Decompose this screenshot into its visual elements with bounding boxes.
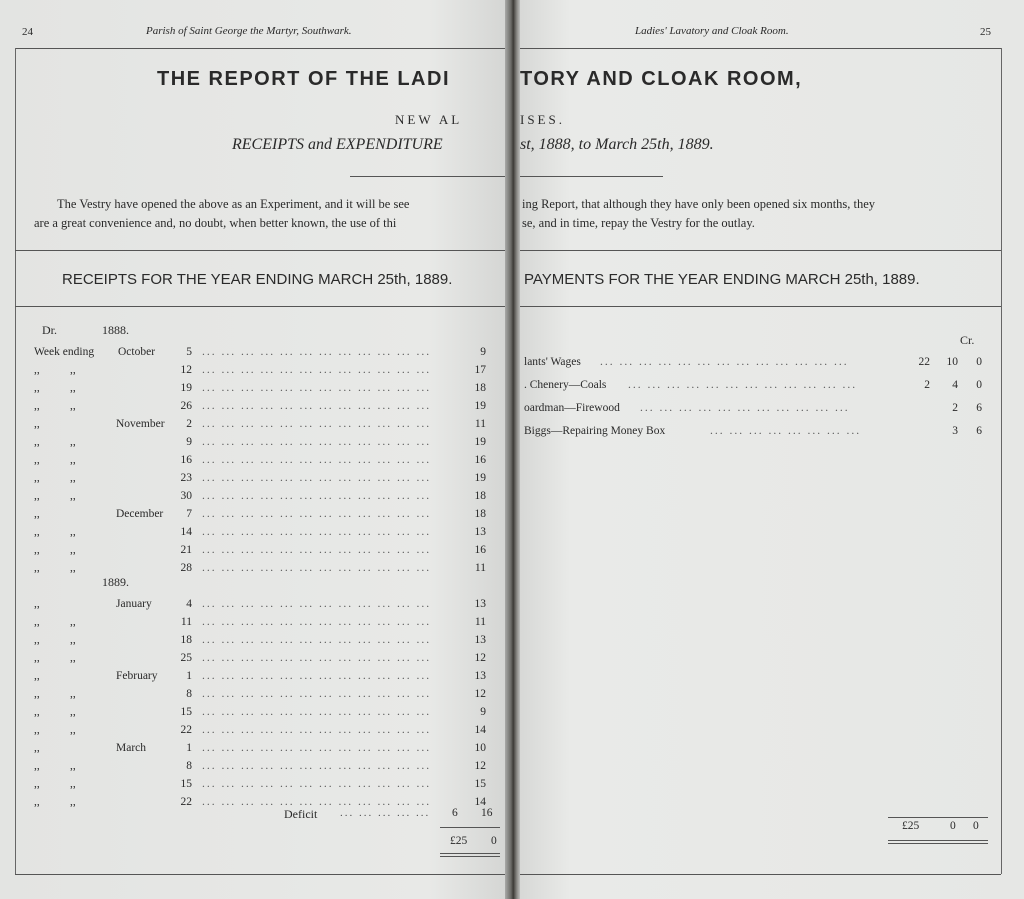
payments-heading: PAYMENTS FOR THE YEAR ENDING MARCH 25th, 1889. — [524, 271, 920, 288]
payment-shillings: 4 — [952, 379, 958, 391]
month-label: ,, — [70, 778, 76, 790]
leader-dots: ... ... ... ... ... ... ... ... ... ... ... ... — [202, 634, 432, 646]
month-label: January — [116, 598, 152, 610]
leader-dots: ... ... ... ... ... ... ... ... ... ... ... ... — [202, 778, 432, 790]
receipt-amount: 9 — [480, 706, 486, 718]
receipt-amount: 12 — [474, 652, 486, 664]
receipt-row — [0, 453, 505, 468]
leader-dots: ... ... ... ... ... ... ... ... ... ... ... ... — [202, 706, 432, 718]
month-label: ,, — [70, 688, 76, 700]
leader-dots: ... ... ... ... ... ... ... ... ... ... ... ... — [202, 382, 432, 394]
receipt-row — [0, 417, 505, 432]
leader-dots: ... ... ... ... ... ... ... ... ... ... ... ... — [202, 346, 432, 358]
deficit-amount-b: 16 — [481, 807, 493, 819]
receipt-row — [0, 777, 505, 792]
receipt-row — [0, 471, 505, 486]
subtitle-right: ISES. — [520, 112, 565, 127]
month-label: ,, — [70, 400, 76, 412]
payment-description: lants' Wages — [524, 356, 581, 368]
leader-dots: ... ... ... ... ... ... ... ... ... ... ... ... — [202, 616, 432, 628]
week-prefix: ,, — [34, 634, 40, 646]
leader-dots: ... ... ... ... ... ... ... ... ... ... ... ... — [202, 688, 432, 700]
day-number: 12 — [180, 364, 192, 376]
week-prefix: ,, — [34, 382, 40, 394]
subtitle-left: NEW AL — [395, 112, 463, 127]
leader-dots: ... ... ... ... ... ... ... ... ... ... ... ... — [202, 490, 432, 502]
receipt-row — [0, 507, 505, 522]
payment-pounds: 22 — [918, 356, 930, 368]
payment-description: oardman—Firewood — [524, 402, 620, 414]
month-label: November — [116, 418, 165, 430]
intro-line-1-left: The Vestry have opened the above as an Experiment, and it will be see — [57, 197, 410, 211]
week-prefix: ,, — [34, 562, 40, 574]
month-label: ,, — [70, 796, 76, 808]
leader-dots: ... ... ... ... ... ... ... ... ... ... ... ... ... — [600, 356, 849, 368]
receipt-row — [0, 381, 505, 396]
week-prefix: ,, — [34, 652, 40, 664]
month-label: December — [116, 508, 164, 520]
receipt-row — [0, 435, 505, 450]
month-label: ,, — [70, 652, 76, 664]
week-prefix: ,, — [34, 616, 40, 628]
month-label: ,, — [70, 724, 76, 736]
receipt-amount: 14 — [474, 724, 486, 736]
day-number: 16 — [180, 454, 192, 466]
payment-pence: 0 — [976, 356, 982, 368]
month-label: ,, — [70, 364, 76, 376]
receipt-row — [0, 741, 505, 756]
dr-label: Dr. — [42, 323, 57, 337]
receipt-row — [0, 525, 505, 540]
payment-shillings: 2 — [952, 402, 958, 414]
receipts-heading: RECEIPTS FOR THE YEAR ENDING MARCH 25th, 1889. — [62, 271, 453, 288]
day-number: 23 — [180, 472, 192, 484]
payment-shillings: 10 — [946, 356, 958, 368]
payment-row — [520, 378, 1000, 393]
week-prefix: ,, — [34, 778, 40, 790]
week-prefix: ,, — [34, 760, 40, 772]
intro-line-2-left: are a great convenience and, no doubt, when better known, the use of thi — [34, 216, 397, 230]
day-number: 5 — [186, 346, 192, 358]
day-number: 1 — [186, 742, 192, 754]
payment-row — [520, 401, 1000, 416]
year-1888: 1888. — [102, 323, 129, 337]
receipt-row — [0, 543, 505, 558]
receipt-row — [0, 489, 505, 504]
receipt-amount: 10 — [474, 742, 486, 754]
leader-dots: ... ... ... ... ... ... ... ... ... ... ... ... — [202, 760, 432, 772]
receipt-amount: 19 — [474, 472, 486, 484]
month-label: February — [116, 670, 158, 682]
month-label: ,, — [70, 562, 76, 574]
running-head-right: Ladies' Lavatory and Cloak Room. — [635, 25, 789, 37]
left-page — [0, 0, 505, 899]
day-number: 21 — [180, 544, 192, 556]
receipt-row — [0, 705, 505, 720]
leader-dots: ... ... ... ... ... ... ... ... ... ... ... ... — [202, 544, 432, 556]
right-page — [520, 0, 1024, 899]
week-prefix: ,, — [34, 724, 40, 736]
payment-pence: 0 — [976, 379, 982, 391]
intro-line-1-right: ing Report, that although they have only been opened six months, they — [522, 197, 876, 211]
italic-heading-right: st, 1888, to March 25th, 1889. — [520, 136, 714, 153]
receipt-amount: 16 — [474, 454, 486, 466]
week-prefix: Week ending — [34, 346, 95, 358]
day-number: 7 — [186, 508, 192, 520]
leader-dots: ... ... ... ... ... ... ... ... ... ... ... ... — [202, 562, 432, 574]
week-prefix: ,, — [34, 418, 40, 430]
receipt-amount: 18 — [474, 508, 486, 520]
day-number: 14 — [180, 526, 192, 538]
leader-dots: ... ... ... ... ... ... ... ... ... ... ... ... — [202, 508, 432, 520]
month-label: ,, — [70, 436, 76, 448]
receipt-amount: 11 — [474, 418, 486, 430]
day-number: 22 — [180, 724, 192, 736]
receipt-amount: 13 — [474, 670, 486, 682]
running-head-left: Parish of Saint George the Martyr, Southwark. — [146, 25, 352, 37]
payment-row — [520, 424, 1000, 439]
leader-dots: ... ... ... ... ... ... ... ... ... ... ... ... — [202, 670, 432, 682]
week-prefix: ,, — [34, 670, 40, 682]
day-number: 28 — [180, 562, 192, 574]
day-number: 8 — [186, 760, 192, 772]
receipt-amount: 13 — [474, 634, 486, 646]
day-number: 1 — [186, 670, 192, 682]
week-prefix: ,, — [34, 454, 40, 466]
total-shillings-right: 0 — [950, 820, 956, 832]
week-prefix: ,, — [34, 400, 40, 412]
payment-description: Biggs—Repairing Money Box — [524, 425, 666, 437]
deficit-amount-a: 6 — [452, 807, 458, 819]
day-number: 22 — [180, 796, 192, 808]
week-prefix: ,, — [34, 688, 40, 700]
italic-heading-left: RECEIPTS and EXPENDITURE — [232, 136, 443, 153]
page-number-left: 24 — [22, 26, 33, 38]
report-title-right: TORY AND CLOAK ROOM, — [520, 68, 803, 90]
month-label: ,, — [70, 760, 76, 772]
receipt-amount: 13 — [474, 526, 486, 538]
receipt-amount: 13 — [474, 598, 486, 610]
total-pounds-right: £25 — [902, 820, 920, 832]
receipt-row — [0, 399, 505, 414]
month-label: ,, — [70, 454, 76, 466]
day-number: 25 — [180, 652, 192, 664]
day-number: 26 — [180, 400, 192, 412]
week-prefix: ,, — [34, 544, 40, 556]
week-prefix: ,, — [34, 796, 40, 808]
month-label: October — [118, 346, 156, 358]
page-number-right: 25 — [980, 26, 991, 38]
receipt-row — [0, 687, 505, 702]
day-number: 18 — [180, 634, 192, 646]
receipt-amount: 16 — [474, 544, 486, 556]
payment-description: . Chenery—Coals — [524, 379, 607, 391]
leader-dots: ... ... ... ... ... ... ... ... ... ... ... ... — [202, 526, 432, 538]
receipt-amount: 17 — [474, 364, 486, 376]
week-prefix: ,, — [34, 598, 40, 610]
week-prefix: ,, — [34, 526, 40, 538]
receipt-row — [0, 345, 505, 360]
month-label: ,, — [70, 634, 76, 646]
receipt-amount: 15 — [474, 778, 486, 790]
month-label: March — [116, 742, 147, 754]
receipt-amount: 12 — [474, 688, 486, 700]
leader-dots: ... ... ... ... ... ... ... ... ... ... ... ... — [202, 400, 432, 412]
month-label: ,, — [70, 472, 76, 484]
leader-dots: ... ... ... ... ... ... ... ... ... ... ... ... — [202, 472, 432, 484]
payment-pence: 6 — [976, 425, 982, 437]
day-number: 15 — [180, 706, 192, 718]
receipt-amount: 12 — [474, 760, 486, 772]
week-prefix: ,, — [34, 364, 40, 376]
book-gutter — [505, 0, 520, 899]
month-label: ,, — [70, 526, 76, 538]
week-prefix: ,, — [34, 436, 40, 448]
total-pounds-left: £25 — [450, 835, 468, 847]
receipt-amount: 19 — [474, 400, 486, 412]
day-number: 4 — [186, 598, 192, 610]
payment-shillings: 3 — [952, 425, 958, 437]
intro-line-2-right: se, and in time, repay the Vestry for the outlay. — [522, 216, 755, 230]
day-number: 9 — [186, 436, 192, 448]
receipt-row — [0, 363, 505, 378]
leader-dots: ... ... ... ... ... ... ... ... ... ... ... ... — [202, 742, 432, 754]
payment-pence: 6 — [976, 402, 982, 414]
month-label: ,, — [70, 544, 76, 556]
total-shillings-left: 0 — [491, 835, 497, 847]
month-label: ,, — [70, 616, 76, 628]
leader-dots: ... ... ... ... ... ... ... ... ... ... ... ... — [202, 724, 432, 736]
receipt-row — [0, 561, 505, 576]
receipt-row — [0, 759, 505, 774]
leader-dots: ... ... ... ... ... ... ... ... ... ... ... — [640, 402, 850, 414]
deficit-label: Deficit — [284, 807, 318, 821]
deficit-dots: ... ... ... ... ... — [340, 807, 431, 819]
leader-dots: ... ... ... ... ... ... ... ... ... ... ... ... — [202, 454, 432, 466]
receipt-amount: 18 — [474, 382, 486, 394]
receipt-amount: 19 — [474, 436, 486, 448]
receipt-amount: 9 — [480, 346, 486, 358]
day-number: 8 — [186, 688, 192, 700]
month-label: ,, — [70, 382, 76, 394]
day-number: 11 — [180, 616, 192, 628]
month-label: ,, — [70, 490, 76, 502]
leader-dots: ... ... ... ... ... ... ... ... — [710, 425, 862, 437]
month-label: ,, — [70, 706, 76, 718]
day-number: 2 — [186, 418, 192, 430]
cr-label: Cr. — [960, 333, 975, 347]
week-prefix: ,, — [34, 742, 40, 754]
receipt-row — [0, 633, 505, 648]
report-title-left: THE REPORT OF THE LADI — [157, 68, 450, 90]
leader-dots: ... ... ... ... ... ... ... ... ... ... ... ... — [202, 418, 432, 430]
receipt-amount: 18 — [474, 490, 486, 502]
week-prefix: ,, — [34, 508, 40, 520]
leader-dots: ... ... ... ... ... ... ... ... ... ... ... ... — [202, 364, 432, 376]
receipt-amount: 14 — [474, 796, 486, 808]
leader-dots: ... ... ... ... ... ... ... ... ... ... ... ... — [202, 598, 432, 610]
receipt-row — [0, 651, 505, 666]
total-pence-right: 0 — [973, 820, 979, 832]
day-number: 30 — [180, 490, 192, 502]
receipt-amount: 11 — [474, 616, 486, 628]
receipt-row — [0, 669, 505, 684]
leader-dots: ... ... ... ... ... ... ... ... ... ... ... ... — [202, 436, 432, 448]
leader-dots: ... ... ... ... ... ... ... ... ... ... ... ... — [202, 796, 432, 808]
receipt-row — [0, 615, 505, 630]
payment-row — [520, 355, 1000, 370]
week-prefix: ,, — [34, 472, 40, 484]
leader-dots: ... ... ... ... ... ... ... ... ... ... ... ... — [202, 652, 432, 664]
week-prefix: ,, — [34, 490, 40, 502]
leader-dots: ... ... ... ... ... ... ... ... ... ... ... ... — [628, 379, 858, 391]
day-number: 19 — [180, 382, 192, 394]
receipt-row — [0, 723, 505, 738]
receipt-row — [0, 597, 505, 612]
week-prefix: ,, — [34, 706, 40, 718]
day-number: 15 — [180, 778, 192, 790]
year-1889: 1889. — [102, 575, 129, 589]
receipt-amount: 11 — [474, 562, 486, 574]
payment-pounds: 2 — [924, 379, 930, 391]
